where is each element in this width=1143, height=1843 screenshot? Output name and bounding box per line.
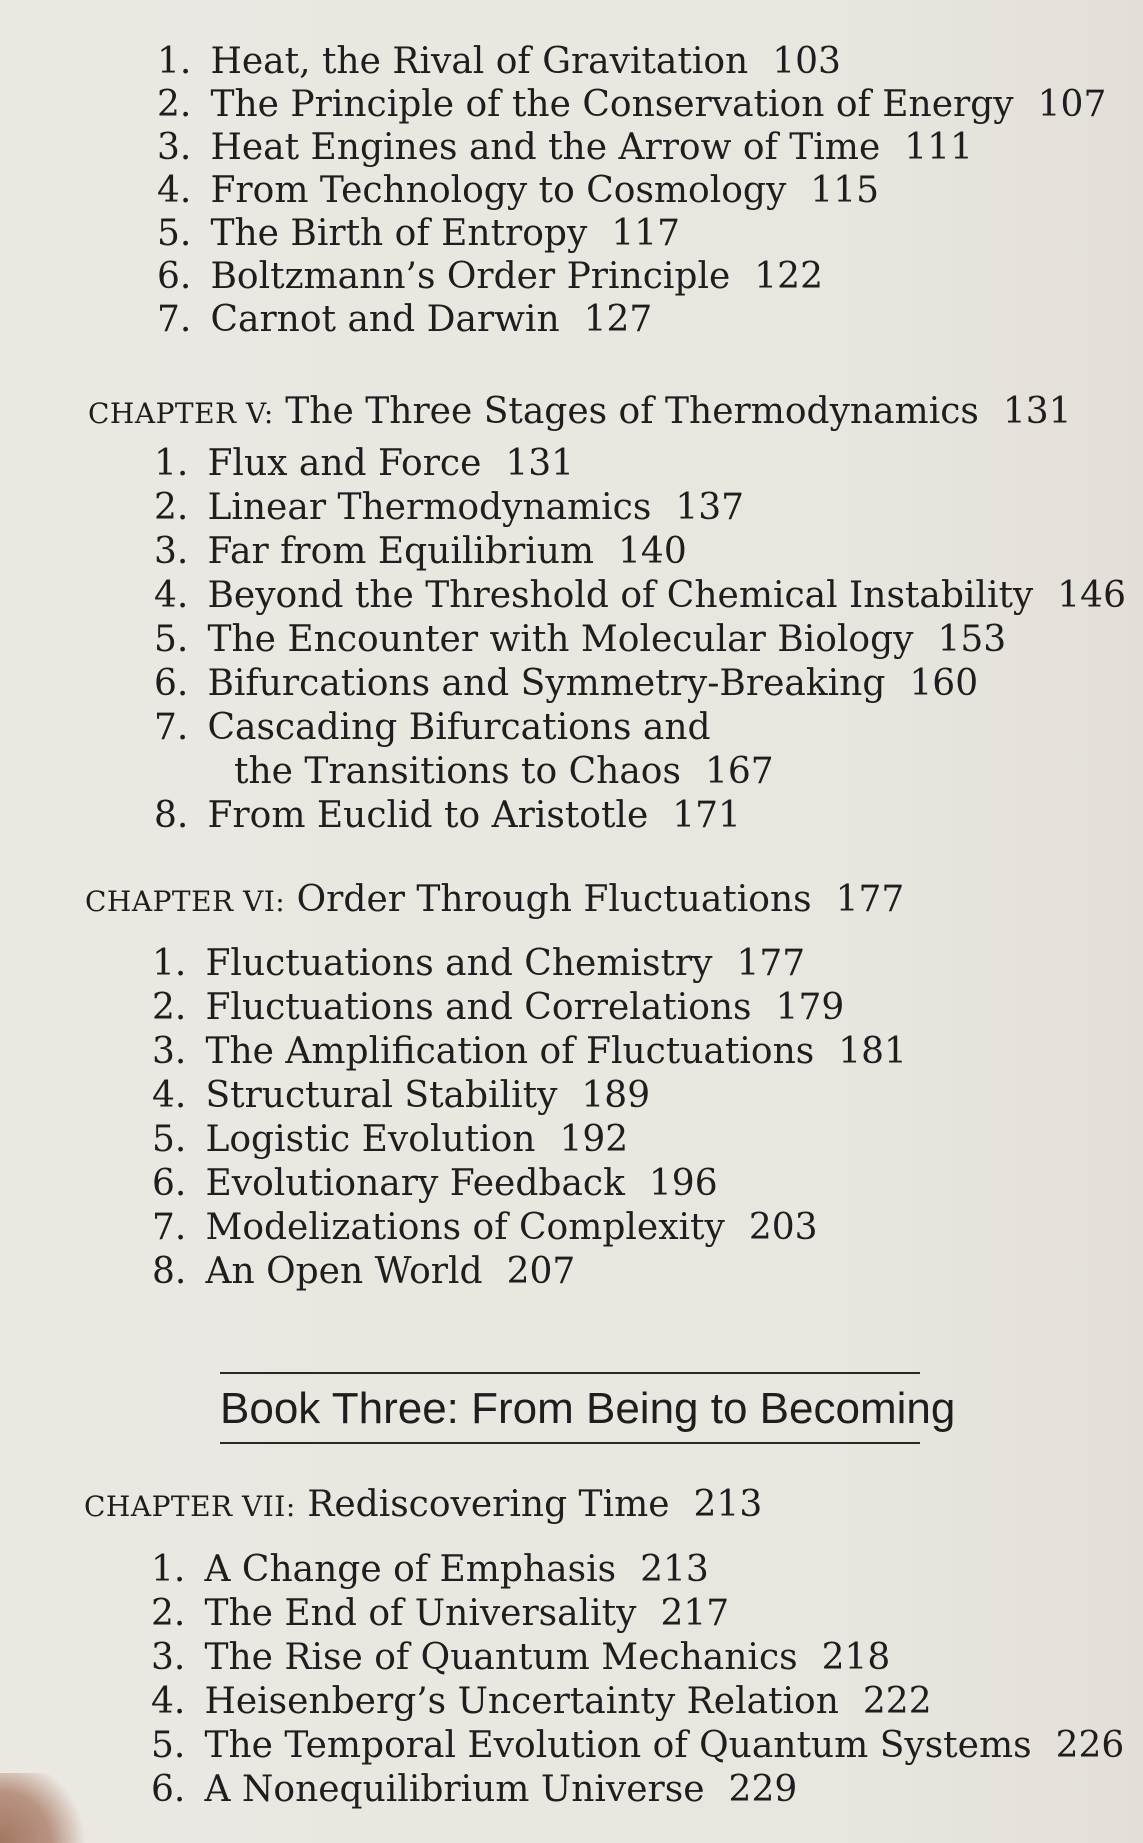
entry-page: 137 (675, 487, 745, 528)
toc-entry (152, 1118, 628, 1162)
entry-title: The Encounter with Molecular Biology (207, 619, 914, 660)
toc-entry (157, 169, 879, 213)
corner-shadow (0, 1773, 90, 1843)
toc-entry (157, 40, 841, 84)
entry-page: 117 (611, 213, 681, 254)
entry-page: 107 (1037, 84, 1107, 125)
entry-page: 222 (862, 1681, 932, 1722)
entry-title: An Open World (205, 1251, 483, 1292)
entry-page: 140 (618, 531, 687, 572)
toc-entry (151, 1768, 797, 1812)
entry-number: 2. (157, 84, 192, 125)
chapter-heading (88, 390, 1072, 436)
entry-number: 5. (154, 619, 189, 660)
entry-page: 127 (583, 299, 653, 340)
chapter-page: 131 (1002, 391, 1072, 432)
book-three-heading: Book Three: From Being to Becoming (220, 1372, 920, 1444)
entry-title: Fluctuations and Correlations (205, 987, 752, 1028)
toc-entry (154, 574, 1126, 618)
entry-number: 6. (154, 663, 189, 704)
toc-entry (152, 986, 844, 1030)
entry-page: 160 (909, 663, 979, 704)
entry-title: A Change of Emphasis (204, 1549, 617, 1590)
chapter-label: CHAPTER VII: (84, 1490, 296, 1523)
entry-page: 153 (937, 619, 1007, 660)
entry-title: Heisenberg’s Uncertainty Relation (204, 1681, 839, 1722)
chapter-label: CHAPTER VI: (85, 885, 286, 918)
entry-number: 4. (151, 1681, 186, 1722)
entry-title: Heat Engines and the Arrow of Time (210, 127, 881, 168)
entry-title: Structural Stability (205, 1075, 558, 1116)
toc-entry (154, 662, 978, 706)
entry-number: 8. (152, 1251, 187, 1292)
chapter-title: Order Through Fluctuations (296, 879, 812, 920)
chapter-page: 177 (835, 879, 905, 920)
chapter-title: Rediscovering Time (307, 1484, 670, 1525)
entry-title: Cascading Bifurcations and (207, 707, 711, 748)
entry-title: A Nonequilibrium Universe (204, 1769, 705, 1810)
entry-number: 6. (157, 256, 192, 297)
entry-page: 213 (640, 1549, 709, 1590)
entry-number: 5. (152, 1119, 187, 1160)
toc-entry (157, 255, 823, 299)
chapter-heading (85, 878, 904, 924)
toc-entry (152, 942, 805, 986)
entry-title: From Technology to Cosmology (210, 170, 787, 211)
entry-number: 5. (157, 213, 192, 254)
entry-title: The End of Universality (204, 1593, 637, 1634)
toc-entry (152, 1162, 718, 1206)
entry-title: the Transitions to Chaos (234, 751, 681, 792)
entry-page: 171 (672, 795, 741, 836)
entry-number: 3. (157, 127, 192, 168)
entry-number: 1. (152, 943, 187, 984)
chapter-page: 213 (693, 1484, 763, 1525)
toc-entry (151, 1724, 1124, 1768)
chapter-label: CHAPTER V: (88, 397, 274, 430)
entry-number: 2. (151, 1593, 186, 1634)
entry-number: 3. (152, 1031, 187, 1072)
toc-entry (154, 618, 1006, 662)
entry-number: 4. (152, 1075, 187, 1116)
toc-entry (151, 1636, 890, 1680)
entry-title: Boltzmann’s Order Principle (210, 256, 731, 297)
entry-title: The Rise of Quantum Mechanics (204, 1637, 798, 1678)
toc-entry (154, 486, 744, 530)
entry-title: Linear Thermodynamics (207, 487, 652, 528)
toc-entry (154, 794, 741, 838)
entry-page: 217 (660, 1593, 730, 1634)
entry-title: Heat, the Rival of Gravitation (210, 41, 749, 82)
entry-page: 177 (736, 943, 806, 984)
entry-number: 1. (157, 41, 192, 82)
toc-entry (151, 1680, 932, 1724)
toc-entry (157, 126, 973, 170)
entry-number: 7. (154, 707, 189, 748)
toc-entry (157, 212, 680, 256)
entry-page: 179 (775, 987, 845, 1028)
entry-title: The Amplification of Fluctuations (205, 1031, 815, 1072)
entry-page: 218 (821, 1637, 891, 1678)
entry-page: 111 (904, 127, 973, 168)
entry-page: 146 (1057, 575, 1126, 616)
entry-number: 7. (152, 1207, 187, 1248)
entry-page: 131 (505, 443, 575, 484)
entry-number: 4. (154, 575, 189, 616)
entry-number: 1. (154, 443, 189, 484)
entry-page: 122 (754, 256, 823, 297)
entry-title: The Temporal Evolution of Quantum Systems (204, 1725, 1032, 1766)
entry-page: 115 (810, 170, 880, 211)
entry-title: Far from Equilibrium (207, 531, 595, 572)
entry-title: Logistic Evolution (205, 1119, 536, 1160)
entry-title: Beyond the Threshold of Chemical Instability (207, 575, 1034, 616)
entry-page: 167 (704, 751, 774, 792)
entry-page: 181 (838, 1031, 907, 1072)
entry-number: 2. (152, 987, 187, 1028)
toc-entry (151, 1548, 709, 1592)
entry-number: 5. (151, 1725, 186, 1766)
entry-number: 8. (154, 795, 189, 836)
entry-title: The Principle of the Conservation of Energy (210, 84, 1014, 125)
entry-title: The Birth of Entropy (210, 213, 588, 254)
toc-entry (152, 1250, 575, 1294)
entry-title: Modelizations of Complexity (205, 1207, 725, 1248)
toc-entry (157, 298, 652, 342)
entry-title: Bifurcations and Symmetry-Breaking (207, 663, 886, 704)
entry-number: 6. (151, 1769, 186, 1810)
entry-title: Flux and Force (207, 443, 482, 484)
entry-number: 6. (152, 1163, 187, 1204)
toc-entry (157, 83, 1106, 127)
toc-entry (151, 1592, 729, 1636)
entry-page: 189 (581, 1075, 651, 1116)
entry-page: 229 (728, 1769, 798, 1810)
entry-page: 196 (648, 1163, 718, 1204)
entry-number: 1. (151, 1549, 186, 1590)
entry-page: 103 (772, 41, 841, 82)
entry-number: 7. (157, 299, 192, 340)
entry-page: 203 (748, 1207, 818, 1248)
entry-title: Evolutionary Feedback (205, 1163, 625, 1204)
chapter-heading (84, 1483, 762, 1529)
toc-entry (152, 1030, 907, 1074)
toc-entry (152, 1206, 818, 1250)
chapter-title: The Three Stages of Thermodynamics (285, 391, 979, 432)
toc-entry (152, 1074, 650, 1118)
entry-title: Carnot and Darwin (210, 299, 560, 340)
entry-number: 2. (154, 487, 189, 528)
entry-page: 207 (506, 1251, 576, 1292)
entry-number: 4. (157, 170, 192, 211)
toc-entry-continuation (234, 750, 774, 794)
entry-page: 226 (1055, 1725, 1125, 1766)
toc-entry (154, 530, 687, 574)
toc-entry (154, 442, 574, 486)
entry-number: 3. (154, 531, 189, 572)
entry-title: From Euclid to Aristotle (207, 795, 649, 836)
entry-page: 192 (559, 1119, 629, 1160)
entry-number: 3. (151, 1637, 186, 1678)
toc-entry (154, 706, 711, 750)
entry-title: Fluctuations and Chemistry (205, 943, 713, 984)
